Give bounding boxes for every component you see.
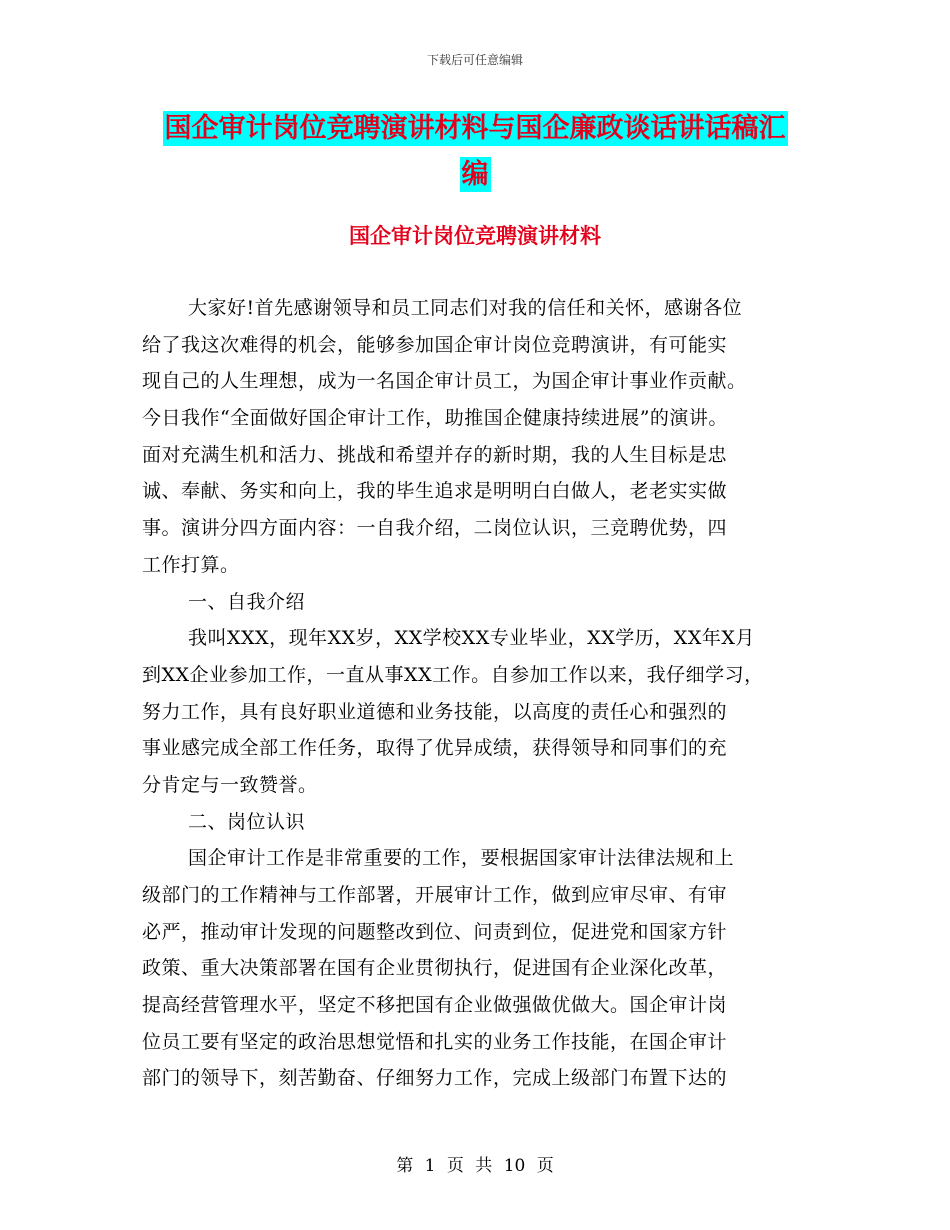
body-line: 提高经营管理水平，坚定不移把国有企业做强做优做大。国企审计岗 bbox=[142, 994, 728, 1017]
body-line: 政策、重大决策部署在国有企业贯彻执行，促进国有企业深化改革， bbox=[142, 957, 728, 980]
subheading-self-introduction: 一、自我介绍 bbox=[188, 590, 306, 613]
document-title-line-2: 编 bbox=[461, 159, 489, 190]
body-line: 部门的领导下，刻苦勤奋、仔细努力工作，完成上级部门布置下达的 bbox=[142, 1067, 728, 1090]
body-line: 级部门的工作精神与工作部署，开展审计工作，做到应审尽审、有审 bbox=[142, 884, 728, 906]
body-line: 现自己的人生理想，成为一名国企审计员工，为国企审计事业作贡献。 bbox=[142, 370, 747, 393]
document-body bbox=[142, 290, 822, 1097]
body-line: 位员工要有坚定的政治思想觉悟和扎实的业务工作技能，在国企审计 bbox=[142, 1030, 728, 1053]
body-line: 面对充满生机和活力、挑战和希望并存的新时期，我的人生目标是忠 bbox=[142, 443, 728, 466]
document-title-line-1: 国企审计岗位竞聘演讲材料与国企廉政谈话讲话稿汇 bbox=[164, 113, 786, 144]
body-line: 国企审计工作是非常重要的工作，要根据国家审计法律法规和上 bbox=[188, 847, 735, 870]
body-line: 我叫XXX，现年XX岁，XX学校XX专业毕业，XX学历，XX年X月 bbox=[188, 627, 755, 650]
body-line: 诚、奉献、务实和向上，我的毕生追求是明明白白做人，老老实实做 bbox=[142, 480, 728, 503]
body-line: 工作打算。 bbox=[142, 553, 240, 576]
body-line: 到XX企业参加工作，一直从事XX工作。自参加工作以来，我仔细学习， bbox=[142, 663, 764, 686]
document-title bbox=[140, 106, 810, 198]
body-line: 大家好!首先感谢领导和员工同志们对我的信任和关怀，感谢各位 bbox=[188, 297, 743, 319]
body-line: 事业感完成全部工作任务，取得了优异成绩，获得领导和同事们的充 bbox=[142, 737, 728, 760]
section-title: 国企审计岗位竞聘演讲材料 bbox=[349, 224, 601, 248]
body-line: 分肯定与一致赞誉。 bbox=[142, 773, 318, 796]
body-line: 给了我这次难得的机会，能够参加国企审计岗位竞聘演讲，有可能实 bbox=[142, 333, 728, 356]
page-header-note: 下载后可任意编辑 bbox=[426, 53, 523, 67]
body-line: 事。演讲分四方面内容：一自我介绍，二岗位认识，三竞聘优势，四 bbox=[142, 517, 728, 540]
subheading-position-understanding: 二、岗位认识 bbox=[188, 810, 306, 833]
body-line: 努力工作，具有良好职业道德和业务技能，以高度的责任心和强烈的 bbox=[142, 700, 728, 723]
body-line: 必严，推动审计发现的问题整改到位、问责到位，促进党和国家方针 bbox=[142, 920, 728, 943]
body-line: 今日我作“全面做好国企审计工作，助推国企健康持续进展”的演讲。 bbox=[142, 407, 728, 430]
page-number: 第 1 页 共 10 页 bbox=[396, 1156, 554, 1176]
